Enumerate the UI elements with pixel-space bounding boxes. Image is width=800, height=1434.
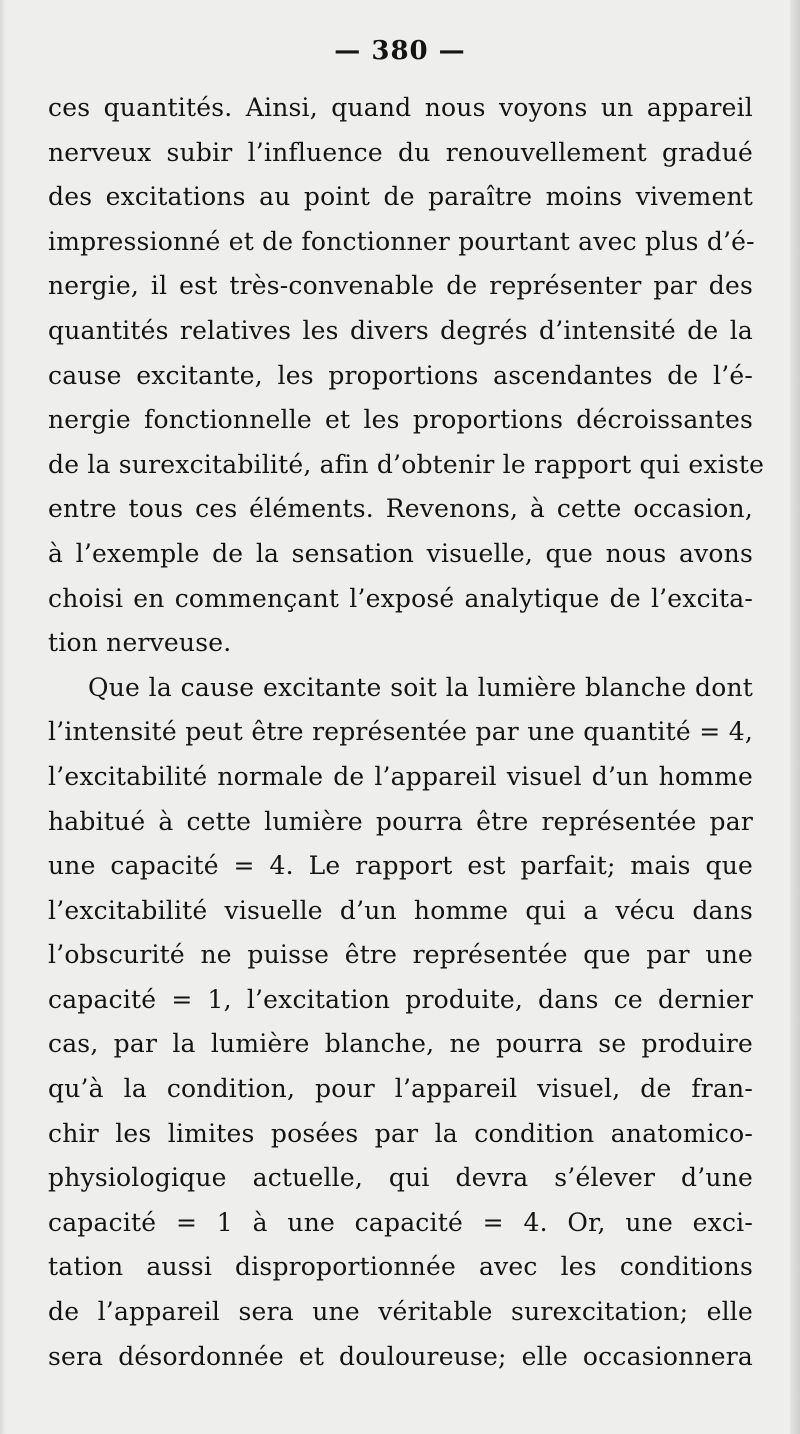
- text-line: des excitations au point de paraître moins vivement: [48, 182, 753, 212]
- text-line: capacité = 1 à une capacité = 4. Or, une exci-: [48, 1207, 753, 1237]
- text-line: cause excitante, les proportions ascendantes de l’é-: [48, 360, 753, 390]
- text-line: quantités relatives les divers degrés d’intensité de la: [48, 315, 753, 345]
- text-line: chir les limites posées par la condition anatomico-: [48, 1118, 753, 1148]
- text-line: nerveux subir l’influence du renouvellement gradué: [48, 137, 753, 167]
- text-line: tation aussi disproportionnée avec les conditions: [48, 1252, 753, 1282]
- text-line: nergie, il est très-convenable de représenter par des: [48, 271, 753, 301]
- text-line: capacité = 1, l’excitation produite, dans ce dernier: [48, 984, 753, 1014]
- paragraph-start-line: Que la cause excitante soit la lumière blanche dont: [88, 672, 753, 702]
- text-line: de l’appareil sera une véritable surexcitation; elle: [48, 1297, 753, 1327]
- text-line: impressionné et de fonctionner pourtant avec plus d’é-: [48, 226, 755, 256]
- body-text: [48, 86, 765, 1379]
- text-line: l’intensité peut être représentée par une quantité = 4,: [48, 717, 753, 747]
- text-line: sera désordonnée et douloureuse; elle occasionnera: [48, 1341, 753, 1371]
- page-number: — 380 —: [334, 36, 466, 66]
- text-line: de la surexcitabilité, afin d’obtenir le rapport qui existe: [48, 449, 765, 479]
- text-line: cas, par la lumière blanche, ne pourra se produire: [48, 1029, 753, 1059]
- text-line: physiologique actuelle, qui devra s’élever d’une: [48, 1163, 753, 1193]
- scan-shadow-left: [0, 0, 6, 1434]
- text-line: qu’à la condition, pour l’appareil visuel, de fran-: [48, 1074, 753, 1104]
- text-line: choisi en commençant l’exposé analytique de l’excita-: [48, 583, 753, 613]
- text-line: l’excitabilité visuelle d’un homme qui a vécu dans: [48, 895, 753, 925]
- text-line: l’obscurité ne puisse être représentée que par une: [48, 940, 753, 970]
- text-line: ces quantités. Ainsi, quand nous voyons un appareil: [48, 93, 753, 122]
- paragraph-end-line: tion nerveuse.: [48, 628, 232, 658]
- scan-shadow-right: [790, 0, 800, 1434]
- text-line: entre tous ces éléments. Revenons, à cette occasion,: [48, 494, 753, 524]
- text-line: une capacité = 4. Le rapport est parfait; mais que: [48, 851, 753, 881]
- text-line: habitué à cette lumière pourra être représentée par: [48, 806, 753, 836]
- text-line: l’excitabilité normale de l’appareil visuel d’un homme: [48, 761, 753, 791]
- text-line: nergie fonctionnelle et les proportions décroissantes: [48, 405, 753, 435]
- text-line: à l’exemple de la sensation visuelle, que nous avons: [48, 538, 753, 568]
